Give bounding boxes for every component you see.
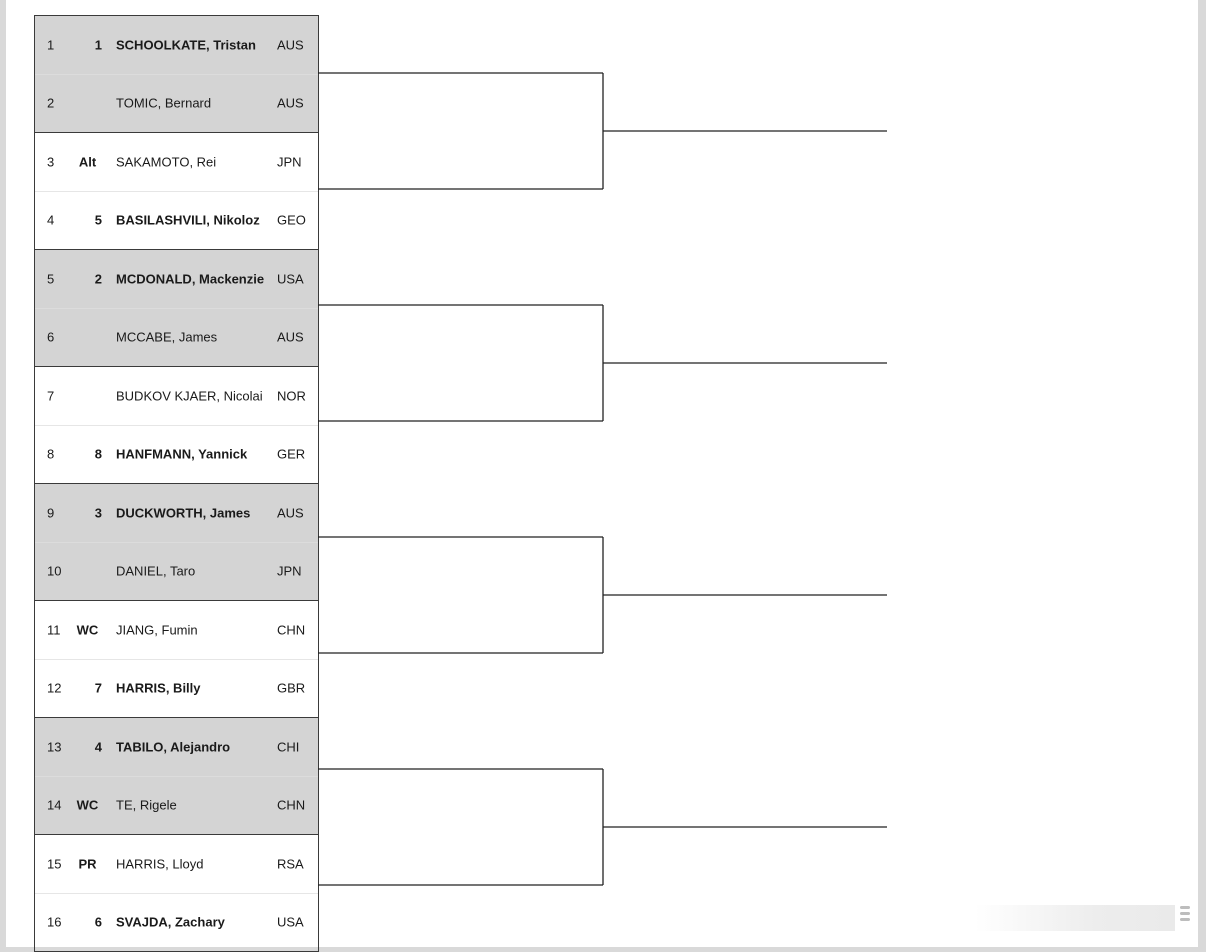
seed-or-status: 8	[94, 446, 102, 462]
seed-or-status: WC	[76, 622, 99, 638]
draw-position: 10	[47, 563, 62, 579]
player-nationality: GEO	[277, 212, 306, 228]
player-name[interactable]: MCCABE, James	[116, 329, 218, 345]
draw-table	[34, 15, 319, 952]
player-nationality: AUS	[277, 329, 304, 345]
draw-entry[interactable]	[35, 367, 318, 425]
draw-position: 9	[47, 505, 55, 521]
draw-position: 15	[47, 856, 62, 872]
player-name[interactable]: HARRIS, Billy	[116, 680, 201, 696]
draw-entry[interactable]	[35, 835, 318, 893]
player-nationality: JPN	[277, 154, 302, 170]
draw-entry[interactable]	[35, 308, 318, 367]
draw-entry[interactable]	[35, 425, 318, 484]
player-nationality: NOR	[277, 388, 306, 404]
seed-or-status: 7	[94, 680, 102, 696]
player-name[interactable]: DANIEL, Taro	[116, 563, 196, 579]
seed-or-status: 1	[94, 37, 102, 53]
match-pair	[35, 16, 318, 132]
player-nationality: AUS	[277, 95, 304, 111]
draw-entry[interactable]	[35, 776, 318, 835]
draw-entry[interactable]	[35, 601, 318, 659]
match-pair	[35, 834, 318, 951]
draw-position: 2	[47, 95, 55, 111]
match-pair	[35, 132, 318, 249]
player-name[interactable]: HANFMANN, Yannick	[116, 446, 248, 462]
draw-position: 12	[47, 680, 62, 696]
seed-or-status: 3	[94, 505, 102, 521]
match-pair	[35, 366, 318, 483]
match-pair	[35, 483, 318, 600]
draw-entry[interactable]	[35, 718, 318, 776]
draw-position: 7	[47, 388, 55, 404]
draw-entry[interactable]	[35, 893, 318, 952]
scroll-handle-icon[interactable]	[1176, 903, 1194, 931]
seed-or-status: 4	[94, 739, 102, 755]
draw-entry[interactable]	[35, 16, 318, 74]
player-name[interactable]: MCDONALD, Mackenzie	[116, 271, 265, 287]
player-nationality: GBR	[277, 680, 306, 696]
match-pair	[35, 249, 318, 366]
seed-or-status: Alt	[78, 154, 97, 170]
match-pair	[35, 717, 318, 834]
draw-entry[interactable]	[35, 659, 318, 718]
draw-position: 16	[47, 914, 62, 930]
draw-position: 5	[47, 271, 55, 287]
seed-or-status: 6	[94, 914, 102, 930]
scroll-fade	[975, 905, 1175, 931]
player-name[interactable]: JIANG, Fumin	[116, 622, 198, 638]
draw-position: 13	[47, 739, 62, 755]
draw-position: 1	[47, 37, 55, 53]
draw-entry[interactable]	[35, 484, 318, 542]
player-name[interactable]: TABILO, Alejandro	[116, 739, 231, 755]
draw-position: 3	[47, 154, 55, 170]
match-pair	[35, 600, 318, 717]
player-nationality: JPN	[277, 563, 302, 579]
player-name[interactable]: SVAJDA, Zachary	[116, 914, 225, 930]
player-name[interactable]: BUDKOV KJAER, Nicolai	[116, 388, 263, 404]
draw-entry[interactable]	[35, 542, 318, 601]
seed-or-status: PR	[78, 856, 97, 872]
player-nationality: USA	[277, 914, 304, 930]
draw-entry[interactable]	[35, 191, 318, 250]
draw-position: 8	[47, 446, 55, 462]
draw-entry[interactable]	[35, 133, 318, 191]
player-name[interactable]: DUCKWORTH, James	[116, 505, 251, 521]
player-name[interactable]: TOMIC, Bernard	[116, 95, 212, 111]
seed-or-status: 2	[94, 271, 102, 287]
player-name[interactable]: HARRIS, Lloyd	[116, 856, 204, 872]
draw-position: 4	[47, 212, 55, 228]
player-nationality: AUS	[277, 505, 304, 521]
player-name[interactable]: BASILASHVILI, Nikoloz	[116, 212, 260, 228]
player-nationality: AUS	[277, 37, 304, 53]
draw-position: 14	[47, 797, 62, 813]
player-name[interactable]: SCHOOLKATE, Tristan	[116, 37, 256, 53]
draw-position: 6	[47, 329, 55, 345]
player-nationality: CHN	[277, 797, 306, 813]
player-nationality: USA	[277, 271, 304, 287]
seed-or-status: 5	[94, 212, 102, 228]
draw-entry[interactable]	[35, 250, 318, 308]
player-nationality: GER	[277, 446, 306, 462]
player-nationality: RSA	[277, 856, 304, 872]
draw-position: 11	[47, 622, 61, 638]
player-nationality: CHI	[277, 739, 300, 755]
player-nationality: CHN	[277, 622, 306, 638]
seed-or-status: WC	[76, 797, 99, 813]
draw-entry[interactable]	[35, 74, 318, 133]
player-name[interactable]: TE, Rigele	[116, 797, 177, 813]
player-name[interactable]: SAKAMOTO, Rei	[116, 154, 217, 170]
